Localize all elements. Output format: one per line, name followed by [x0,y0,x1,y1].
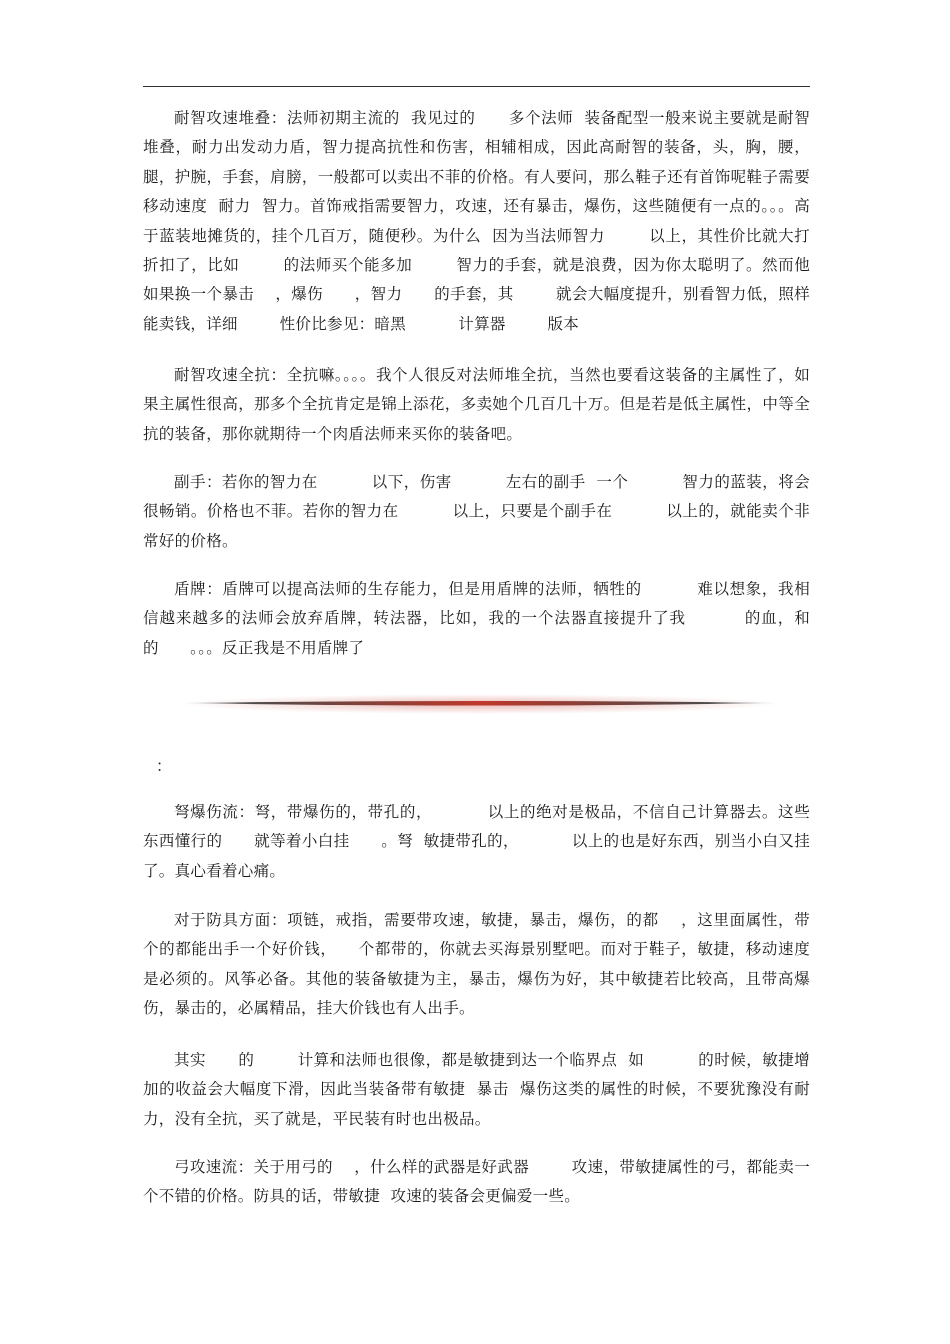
paragraph-crossbow-crit: 弩爆伤流：弩，带爆伤的，带孔的， 以上的绝对是极品，不信自己计算器去。这些东西懂行的 就等着小白挂 。弩 敏捷带孔的， 以上的也是好东西，别当小白又挂 了。真心看着心痛。 [143,803,852,880]
paragraph-bow-attack-speed: 弓攻速流：关于用弓的 ，什么样的武器是好武器 攻速，带敏捷属性的弓，都能卖一个不错的价格。防具的话，带敏捷 攻速的装备会更偏爱一些。 [143,1158,810,1206]
paragraph-offhand: 副手：若你的智力在 以下，伤害 左右的副手 一个 智力的蓝装，将会很畅销。价格也不菲。若你的智力在 以上，只要是个副手在 以上的，就能卖个非常好的价格。 [143,473,810,550]
paragraph-mage-all-resist: 耐智攻速全抗：全抗嘛。。。。我个人很反对法师堆全抗，当然也要看这装备的主属性了，如果主属性很高，那多个全抗肯定是锦上添花，多卖她个几百几十万。但是若是低主属性，中等全抗的装备，那你就期待一个肉盾法师来买你的装备吧。 [143,366,810,443]
paragraph-shield: 盾牌：盾牌可以提高法师的生存能力，但是用盾牌的法师，牺牲的 难以想象，我相信越来越多的法师会放弃盾牌，转法器，比如，我的一个法器直接提升了我 的血，和 的 。。。反正我是不用盾牌了 [143,580,863,657]
section2-intro: ： [156,757,172,775]
header-rule [143,86,810,87]
paragraph-dex-threshold: 其实 的 计算和法师也很像，都是敏捷到达一个临界点 如 的时候，敏捷增加的收益会大幅度下滑，因此当装备带有敏捷 暴击 爆伤这类的属性的时候，不要犹豫没有耐力，没有全抗，买了就是，平民装有时也出极品。 [143,1051,810,1128]
paragraph-mage-int-stacking: 耐智攻速堆叠：法师初期主流的 我见过的 多个法师 装备配型一般来说主要就是耐智堆叠，耐力出发动力盾，智力提高抗性和伤害，相辅相成，因此高耐智的装备，头，胸，腰，腿，护腕，手套，肩膀，一般都可以卖出不菲的价格。有人要问，那么鞋子还有首饰呢鞋子需要移动速度 耐力 智力。首饰戒指需要智力，攻速，还有暴击，爆伤，这些随便有一点的。。。高于蓝装地摊货的，挂个几百万，随便秒。为什么 因为当法师智力 以上，其性价比就大打折扣了，比如 的法师买个能多加 智力的手套，就是浪费，因为你太聪明了。然而他如果换一个暴击 ，爆伤 ，智力 的手套，其 就会大幅度提升，别看智力低，照样能卖钱，详细 性价比参见：暗黑 计算器 版本 [143,109,810,333]
decorative-divider [180,692,780,716]
paragraph-armor: 对于防具方面：项链，戒指，需要带攻速，敏捷，暴击，爆伤，的都 ，这里面属性，带 个的都能出手一个好价钱， 个都带的，你就去买海景别墅吧。而对于鞋子，敏捷，移动速度是必须的。风筝必备。其他的装备敏捷为主，暴击，爆伤为好，其中敏捷若比较高，且带高爆伤，暴击的，必属精品，挂大价钱也有人出手。 [143,911,831,1018]
